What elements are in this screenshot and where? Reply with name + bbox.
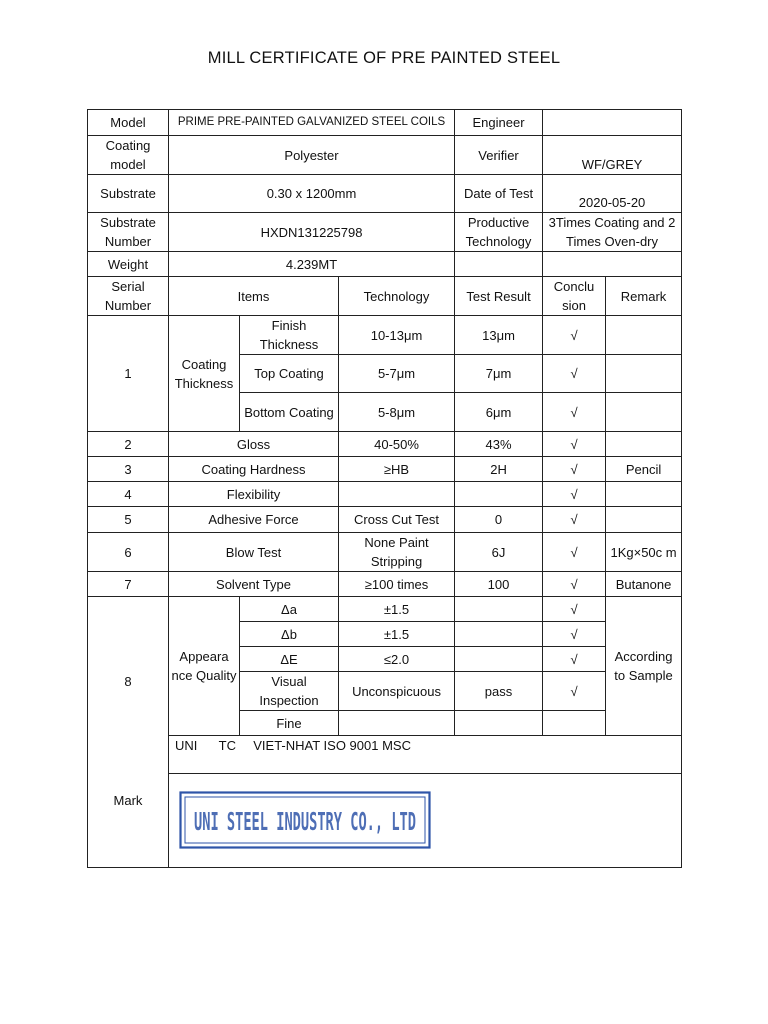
- col-technology: Technology: [339, 277, 455, 316]
- table-row: [88, 316, 682, 355]
- stamp-cell: [169, 774, 682, 868]
- serial-cell: 7: [88, 572, 169, 597]
- date-value: 2020-05-20: [543, 175, 682, 213]
- tech-cell: [339, 711, 455, 736]
- result-cell: [455, 597, 543, 622]
- remark-cell: 1Kg×50c m: [606, 533, 682, 572]
- document-title: MILL CERTIFICATE OF PRE PAINTED STEEL: [207, 49, 561, 67]
- item-group: Appeara nce Quality: [169, 597, 240, 736]
- sub-item: ΔE: [240, 647, 339, 672]
- weight-value: 4.239MT: [169, 252, 455, 277]
- item-group: Coating Thickness: [169, 316, 240, 432]
- conclusion-cell: √: [543, 622, 606, 647]
- serial-cell: 2: [88, 432, 169, 457]
- table-row: [88, 774, 682, 868]
- remark-cell: [606, 316, 682, 355]
- col-items: Items: [169, 277, 339, 316]
- serial-8: 8: [124, 674, 132, 689]
- conclusion-cell: √: [543, 432, 606, 457]
- table-row: [88, 432, 682, 457]
- iso-standard: VIET-NHAT ISO 9001 MSC: [253, 738, 411, 753]
- date-label: Date of Test: [455, 175, 543, 213]
- table-row: [88, 175, 682, 213]
- engineer-value: [543, 110, 682, 136]
- tech-cell: 5-8μm: [339, 393, 455, 432]
- sub-item: Bottom Coating: [240, 393, 339, 432]
- result-cell: 13μm: [455, 316, 543, 355]
- result-cell: [455, 647, 543, 672]
- result-cell: 6μm: [455, 393, 543, 432]
- productive-value: 3Times Coating and 2 Times Oven-dry: [543, 213, 682, 252]
- col-remark: Remark: [606, 277, 682, 316]
- column-header-row: [88, 277, 682, 316]
- table-row: [88, 572, 682, 597]
- tech-cell: 5-7μm: [339, 355, 455, 393]
- result-cell: 2H: [455, 457, 543, 482]
- coating-model-label: Coating model: [88, 136, 169, 175]
- item-cell: Adhesive Force: [169, 507, 339, 533]
- remark-cell: [606, 507, 682, 533]
- weight-label: Weight: [88, 252, 169, 277]
- result-cell: [455, 622, 543, 647]
- stamp-text: UNI STEEL INDUSTRY CO., LTD: [194, 806, 416, 836]
- iso-uni: UNI: [175, 738, 198, 753]
- substrate-label: Substrate: [88, 175, 169, 213]
- sub-item: Δb: [240, 622, 339, 647]
- conclusion-cell: √: [543, 597, 606, 622]
- result-cell: 6J: [455, 533, 543, 572]
- productive-label: Productive Technology: [455, 213, 543, 252]
- tech-cell: Unconspicuous: [339, 672, 455, 711]
- weight-empty-a: [455, 252, 543, 277]
- tech-cell: 10-13μm: [339, 316, 455, 355]
- tech-cell: 40-50%: [339, 432, 455, 457]
- tech-cell: ±1.5: [339, 622, 455, 647]
- model-label: Model: [88, 110, 169, 136]
- table-row: [88, 736, 682, 774]
- result-cell: 100: [455, 572, 543, 597]
- substrate-number-value: HXDN131225798: [169, 213, 455, 252]
- remark-cell: [606, 355, 682, 393]
- table-row: [88, 213, 682, 252]
- remark-cell: [606, 482, 682, 507]
- tech-cell: ≥100 times: [339, 572, 455, 597]
- serial-cell: 3: [88, 457, 169, 482]
- item-cell: Coating Hardness: [169, 457, 339, 482]
- result-cell: 43%: [455, 432, 543, 457]
- model-value: PRIME PRE-PAINTED GALVANIZED STEEL COILS: [169, 110, 455, 136]
- item-cell: Blow Test: [169, 533, 339, 572]
- serial-cell: [88, 597, 169, 868]
- engineer-label: Engineer: [455, 110, 543, 136]
- conclusion-cell: √: [543, 533, 606, 572]
- sub-item: Δa: [240, 597, 339, 622]
- table-row: [88, 597, 682, 622]
- item-cell: Flexibility: [169, 482, 339, 507]
- remark-cell: According to Sample: [606, 597, 682, 736]
- result-cell: pass: [455, 672, 543, 711]
- result-cell: [455, 482, 543, 507]
- item-cell: Solvent Type: [169, 572, 339, 597]
- col-conclusion: Conclu sion: [543, 277, 606, 316]
- tech-cell: [339, 482, 455, 507]
- verifier-value: WF/GREY: [543, 136, 682, 175]
- remark-cell: [606, 432, 682, 457]
- weight-empty-b: [543, 252, 682, 277]
- table-row: [88, 507, 682, 533]
- table-row: [88, 482, 682, 507]
- table-row: [88, 110, 682, 136]
- col-result: Test Result: [455, 277, 543, 316]
- tech-cell: ±1.5: [339, 597, 455, 622]
- conclusion-cell: √: [543, 355, 606, 393]
- coating-model-value: Polyester: [169, 136, 455, 175]
- serial-cell: 5: [88, 507, 169, 533]
- conclusion-cell: √: [543, 316, 606, 355]
- result-cell: 7μm: [455, 355, 543, 393]
- remark-cell: Butanone: [606, 572, 682, 597]
- result-cell: [455, 711, 543, 736]
- item-cell: Gloss: [169, 432, 339, 457]
- sub-item: Finish Thickness: [240, 316, 339, 355]
- table-row: [88, 533, 682, 572]
- sub-item: Top Coating: [240, 355, 339, 393]
- table-row: [88, 457, 682, 482]
- table-row: [88, 252, 682, 277]
- mark-label: Mark: [113, 793, 143, 808]
- serial-cell: 6: [88, 533, 169, 572]
- verifier-label: Verifier: [455, 136, 543, 175]
- remark-cell: [606, 393, 682, 432]
- conclusion-cell: √: [543, 507, 606, 533]
- serial-cell: 1: [88, 316, 169, 432]
- conclusion-cell: √: [543, 647, 606, 672]
- serial-cell: 4: [88, 482, 169, 507]
- conclusion-cell: √: [543, 393, 606, 432]
- stamp-graphic: [179, 791, 431, 849]
- col-serial: Serial Number: [88, 277, 169, 316]
- conclusion-cell: √: [543, 572, 606, 597]
- sub-item: Visual Inspection: [240, 672, 339, 711]
- conclusion-cell: √: [543, 672, 606, 711]
- tech-cell: None Paint Stripping: [339, 533, 455, 572]
- tech-cell: ≤2.0: [339, 647, 455, 672]
- result-cell: 0: [455, 507, 543, 533]
- certificate-table: [87, 109, 682, 868]
- substrate-number-label: Substrate Number: [88, 213, 169, 252]
- iso-line: [169, 736, 682, 774]
- remark-cell: Pencil: [606, 457, 682, 482]
- table-row: [88, 136, 682, 175]
- conclusion-cell: √: [543, 457, 606, 482]
- iso-tc: TC: [218, 738, 236, 753]
- sub-item: Fine: [240, 711, 339, 736]
- substrate-value: 0.30 x 1200mm: [169, 175, 455, 213]
- conclusion-cell: [543, 711, 606, 736]
- conclusion-cell: √: [543, 482, 606, 507]
- tech-cell: Cross Cut Test: [339, 507, 455, 533]
- tech-cell: ≥HB: [339, 457, 455, 482]
- company-stamp: [179, 791, 431, 849]
